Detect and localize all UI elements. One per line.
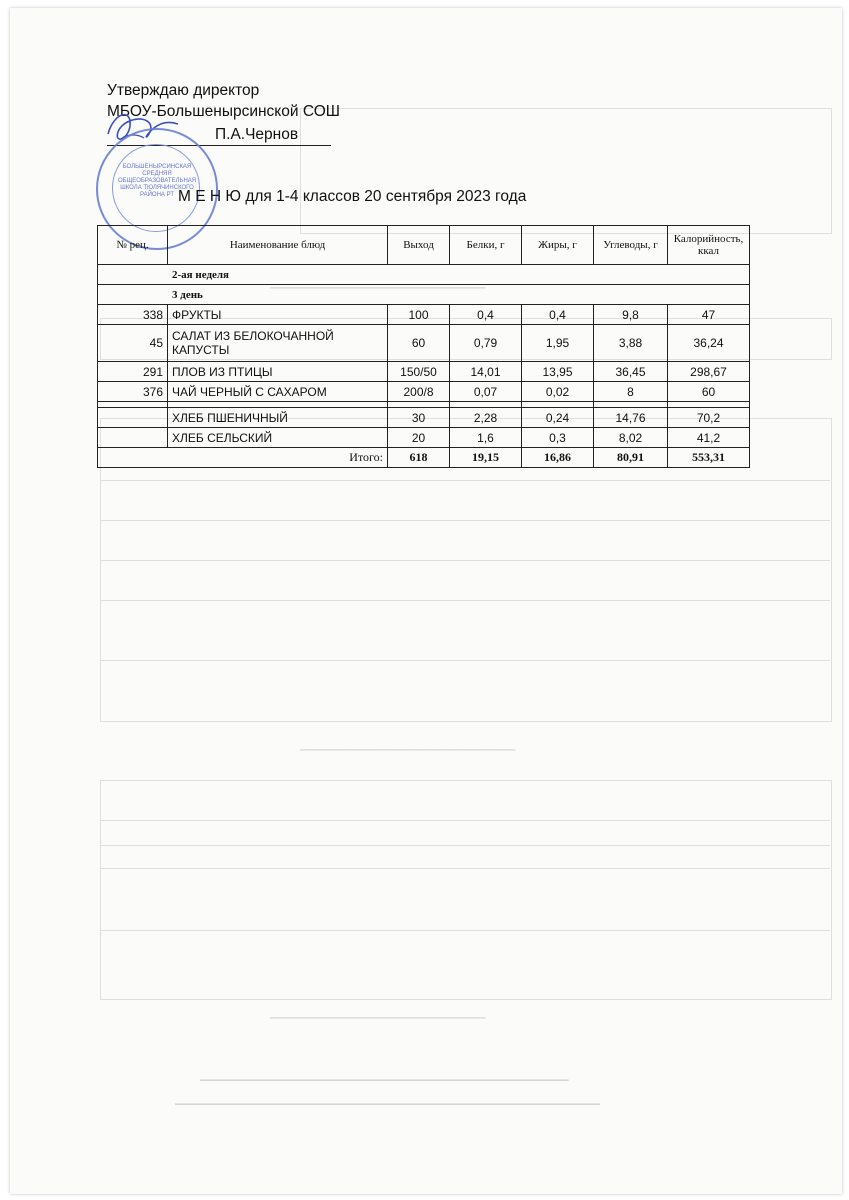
cell-protein: 0,4 — [450, 305, 522, 325]
approval-signer: П.А.Чернов — [215, 126, 299, 143]
cell-protein: 2,28 — [450, 408, 522, 428]
cell-rec — [98, 428, 168, 448]
cell-name: ФРУКТЫ — [168, 305, 388, 325]
cell-kcal: 298,67 — [668, 362, 750, 382]
cell-rec: 45 — [98, 325, 168, 362]
table-row — [98, 382, 750, 402]
header-name: Наименование блюд — [168, 226, 388, 265]
day-label: 3 день — [98, 285, 750, 305]
cell-name: ПЛОВ ИЗ ПТИЦЫ — [168, 362, 388, 382]
bleed-through-background: ─────────────────── ─────────────────── ─────────────────── ────────────────────────── ────────────────────────────── — [0, 0, 849, 1200]
cell-fat: 0,24 — [522, 408, 594, 428]
cell-yield: 200/8 — [388, 382, 450, 402]
cell-fat: 0,4 — [522, 305, 594, 325]
header-rec: № рец. — [98, 226, 168, 265]
menu-title: М Е Н Ю для 1-4 классов 20 сентября 2023 года — [178, 188, 527, 205]
cell-yield: 20 — [388, 428, 450, 448]
total-kcal: 553,31 — [668, 448, 750, 468]
cell-yield: 60 — [388, 325, 450, 362]
cell-kcal: 70,2 — [668, 408, 750, 428]
table-row — [98, 428, 750, 448]
cell-carbs: 36,45 — [594, 362, 668, 382]
week-label: 2-ая неделя — [98, 265, 750, 285]
cell-protein: 14,01 — [450, 362, 522, 382]
total-protein: 19,15 — [450, 448, 522, 468]
table-row — [98, 362, 750, 382]
total-row — [98, 448, 750, 468]
cell-yield: 150/50 — [388, 362, 450, 382]
cell-yield: 30 — [388, 408, 450, 428]
cell-fat: 13,95 — [522, 362, 594, 382]
header-carbs: Углеводы, г — [594, 226, 668, 265]
stamp-text: БОЛЬШЕНЫРСИНСКАЯ СРЕДНЯЯ ОБЩЕОБРАЗОВАТЕЛЬНАЯ ШКОЛА ТЮЛЯЧИНСКОГО РАЙОНА РТ — [118, 164, 197, 198]
cell-carbs: 14,76 — [594, 408, 668, 428]
week-row — [98, 265, 750, 285]
cell-carbs: 8,02 — [594, 428, 668, 448]
cell-protein: 0,79 — [450, 325, 522, 362]
cell-kcal: 47 — [668, 305, 750, 325]
approval-organization: МБОУ-Большенырсинской СОШ — [107, 103, 340, 120]
cell-protein: 0,07 — [450, 382, 522, 402]
cell-carbs: 9,8 — [594, 305, 668, 325]
cell-name: ЧАЙ ЧЕРНЫЙ С САХАРОМ — [168, 382, 388, 402]
cell-fat: 0,3 — [522, 428, 594, 448]
total-yield: 618 — [388, 448, 450, 468]
cell-rec: 376 — [98, 382, 168, 402]
cell-name: САЛАТ ИЗ БЕЛОКОЧАННОЙ КАПУСТЫ — [168, 325, 388, 362]
day-row — [98, 285, 750, 305]
cell-fat: 0,02 — [522, 382, 594, 402]
cell-kcal: 36,24 — [668, 325, 750, 362]
cell-rec: 338 — [98, 305, 168, 325]
header-yield: Выход — [388, 226, 450, 265]
total-fat: 16,86 — [522, 448, 594, 468]
cell-protein: 1,6 — [450, 428, 522, 448]
table-header-row — [98, 226, 750, 265]
cell-carbs: 8 — [594, 382, 668, 402]
menu-table — [97, 225, 750, 468]
cell-name: ХЛЕБ ПШЕНИЧНЫЙ — [168, 408, 388, 428]
header-kcal: Калорийность, ккал — [668, 226, 750, 265]
cell-name: ХЛЕБ СЕЛЬСКИЙ — [168, 428, 388, 448]
header-fat: Жиры, г — [522, 226, 594, 265]
cell-carbs: 3,88 — [594, 325, 668, 362]
cell-rec — [98, 408, 168, 428]
cell-rec: 291 — [98, 362, 168, 382]
table-row — [98, 305, 750, 325]
cell-kcal: 41,2 — [668, 428, 750, 448]
total-carbs: 80,91 — [594, 448, 668, 468]
total-label: Итого: — [98, 448, 388, 468]
cell-kcal: 60 — [668, 382, 750, 402]
approval-title: Утверждаю директор — [107, 82, 260, 99]
cell-fat: 1,95 — [522, 325, 594, 362]
cell-yield: 100 — [388, 305, 450, 325]
header-protein: Белки, г — [450, 226, 522, 265]
table-row — [98, 408, 750, 428]
table-row — [98, 325, 750, 362]
